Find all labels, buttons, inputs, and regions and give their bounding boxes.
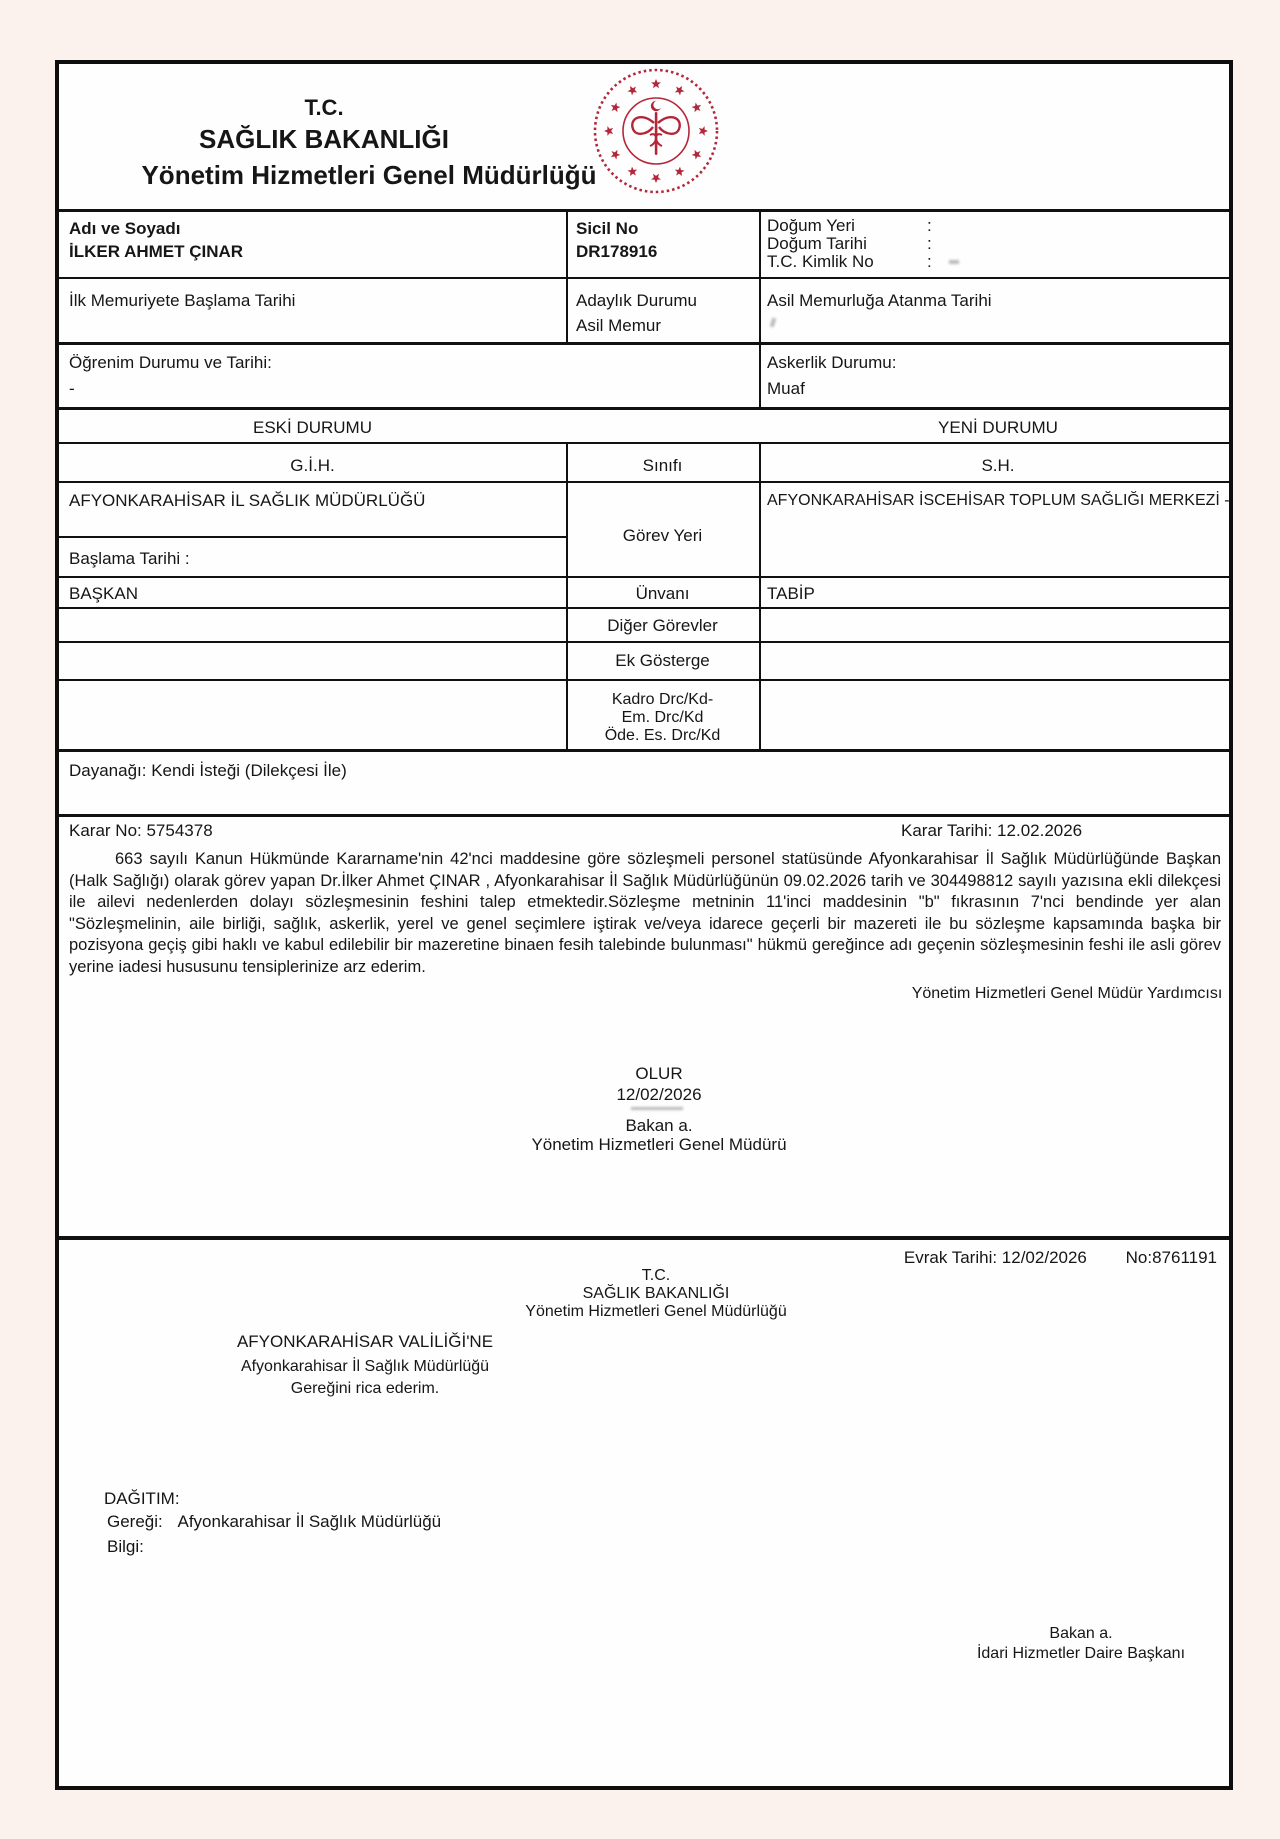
request-line: Gereğini rica ederim. <box>290 1380 440 1397</box>
registry-label: Sicil No <box>576 219 639 238</box>
kadro-label-line1: Kadro Drc/Kd- <box>611 691 714 708</box>
old-status-header: ESKİ DURUMU <box>252 418 372 437</box>
header-ministry: SAĞLIK BAKANLIĞI <box>199 124 449 154</box>
document-date-number <box>904 1248 1217 1267</box>
geregi-label: Gereği: <box>107 1512 163 1531</box>
table-border <box>59 641 1229 643</box>
table-border <box>59 481 1229 483</box>
birth-place-label: Doğum Yeri <box>767 216 855 235</box>
table-border <box>759 209 761 407</box>
birth-date-label: Doğum Tarihi <box>767 234 867 253</box>
decision-body-paragraph: 663 sayılı Kanun Hükmünde Kararname'nin 42'nci maddesine göre sözleşmeli personel statüsünde Afyonkarahisar İl Sağlık Müdürlüğünde Başkan (Halk Sağlığı) olarak görev yapan Dr.İlker Ahmet ÇINAR , Afyonkarahisar İl Sağlık Müdürlüğünün 09.02.2026 tarih ve 304498812 sayılı yazısına ekli dilekçesi ile ailevi nedenlerden dolayı sözleşmesinin feshini talep etmektedir.Sözleşme metninin 11'inci maddesinin "b" fıkrasının 7'nci bendinde yer alan "Sözleşmelinin, aile birliği, sağlık, askerlik, yerel ve genel seçimlere iştirak ve/veya idarece geçerli bir mazereti ile bu sözleşme kapsamında başka bir pozisyona geçiş gibi haklı ve kabul edilebilir bir mazeretine binaen fesih talebinde bulunması" hükmü gereğince adı geçenin sözleşmesinin feshi ile asli görev yerine iadesi hususunu tensiplerinize arz ederim. <box>69 850 1221 976</box>
header-tc: T.C. <box>304 95 344 120</box>
table-border <box>59 442 1229 444</box>
decision-date: Karar Tarihi: 12.02.2026 <box>901 821 1083 840</box>
distribution-geregi <box>107 1512 441 1531</box>
official-document <box>55 60 1233 1790</box>
kadro-label-line2: Em. Drc/Kd <box>621 709 704 726</box>
old-class: G.İ.H. <box>290 456 335 475</box>
name-label: Adı ve Soyadı <box>69 219 181 238</box>
colon: : <box>927 216 932 235</box>
title-label: Ünvanı <box>635 584 690 603</box>
dispatch-signer-title: İdari Hizmetler Daire Başkanı <box>976 1645 1186 1662</box>
table-border <box>59 576 1229 578</box>
table-border <box>759 442 761 749</box>
table-border <box>59 407 1229 410</box>
indicator-label: Ek Gösterge <box>615 651 710 670</box>
document-number: No:8761191 <box>1125 1248 1217 1267</box>
dispatch-directorate: Yönetim Hizmetleri Genel Müdürlüğü <box>525 1303 787 1320</box>
registry-value: DR178916 <box>576 242 658 261</box>
old-title: BAŞKAN <box>69 584 138 603</box>
table-border <box>59 814 1229 817</box>
table-border <box>59 679 1229 681</box>
basis-label: Dayanağı: Kendi İsteği (Dilekçesi İle) <box>69 761 347 780</box>
colon: : <box>927 234 932 253</box>
candidacy-value: Asil Memur <box>576 316 662 335</box>
old-workplace: AFYONKARAHİSAR İL SAĞLIK MÜDÜRLÜĞÜ <box>69 491 426 510</box>
tc-id-row <box>767 252 932 271</box>
addressee: AFYONKARAHİSAR VALİLİĞİ'NE <box>236 1332 494 1351</box>
colon: : <box>927 252 932 271</box>
geregi-value: Afyonkarahisar İl Sağlık Müdürlüğü <box>177 1512 442 1531</box>
redaction-mark <box>949 260 959 264</box>
table-border <box>59 277 1229 279</box>
military-label: Askerlik Durumu: <box>767 353 897 372</box>
distribution-label: DAĞITIM: <box>104 1489 180 1508</box>
new-workplace: AFYONKARAHİSAR İSCEHİSAR TOPLUM SAĞLIĞI MERKEZİ - <box>767 492 1230 509</box>
approval-on-behalf: Bakan a. <box>625 1116 693 1135</box>
approval-date: 12/02/2026 <box>616 1085 702 1104</box>
first-start-label: İlk Memuriyete Başlama Tarihi <box>69 291 296 310</box>
start-date-label: Başlama Tarihi : <box>69 549 190 568</box>
table-border <box>59 209 1229 212</box>
faint-mark <box>770 318 777 328</box>
tc-id-label: T.C. Kimlik No <box>767 252 874 271</box>
candidacy-label: Adaylık Durumu <box>576 291 697 310</box>
dispatch-ministry: SAĞLIK BAKANLIĞI <box>582 1285 730 1302</box>
signature-mark <box>631 1107 683 1110</box>
table-border <box>59 607 1229 609</box>
dispatch-on-behalf: Bakan a. <box>1049 1625 1113 1642</box>
kadro-label-line3: Öde. Es. Drc/Kd <box>604 727 721 744</box>
decision-number: Karar No: 5754378 <box>69 821 213 840</box>
table-border <box>59 749 1229 752</box>
birth-place-row <box>767 216 932 235</box>
workplace-label: Görev Yeri <box>622 526 703 545</box>
education-label: Öğrenim Durumu ve Tarihi: <box>69 353 272 372</box>
approval-signer-title: Yönetim Hizmetleri Genel Müdürü <box>531 1135 787 1154</box>
approval-label: OLUR <box>635 1064 683 1083</box>
permanent-label: Asil Memurluğa Atanma Tarihi <box>767 291 992 310</box>
header-directorate: Yönetim Hizmetleri Genel Müdürlüğü <box>141 160 597 190</box>
new-status-header: YENİ DURUMU <box>938 418 1058 437</box>
table-border <box>59 342 1229 345</box>
document-date: Evrak Tarihi: 12/02/2026 <box>903 1248 1087 1267</box>
addressee-sub: Afyonkarahisar İl Sağlık Müdürlüğü <box>240 1358 490 1375</box>
class-label: Sınıfı <box>642 456 683 475</box>
new-title: TABİP <box>767 584 815 603</box>
education-value: - <box>69 379 75 398</box>
new-class: S.H. <box>981 456 1015 475</box>
other-duties-label: Diğer Görevler <box>607 616 718 635</box>
ministry-of-health-emblem-icon <box>592 67 720 195</box>
bilgi-label: Bilgi: <box>107 1537 144 1556</box>
birth-date-row <box>767 234 932 253</box>
military-value: Muaf <box>767 379 805 398</box>
table-border <box>59 536 566 538</box>
dispatch-tc: T.C. <box>641 1267 671 1284</box>
name-value: İLKER AHMET ÇINAR <box>69 242 244 261</box>
deputy-signer-title: Yönetim Hizmetleri Genel Müdür Yardımcısı <box>911 985 1223 1002</box>
table-border <box>566 209 568 342</box>
section-divider <box>59 1236 1229 1240</box>
